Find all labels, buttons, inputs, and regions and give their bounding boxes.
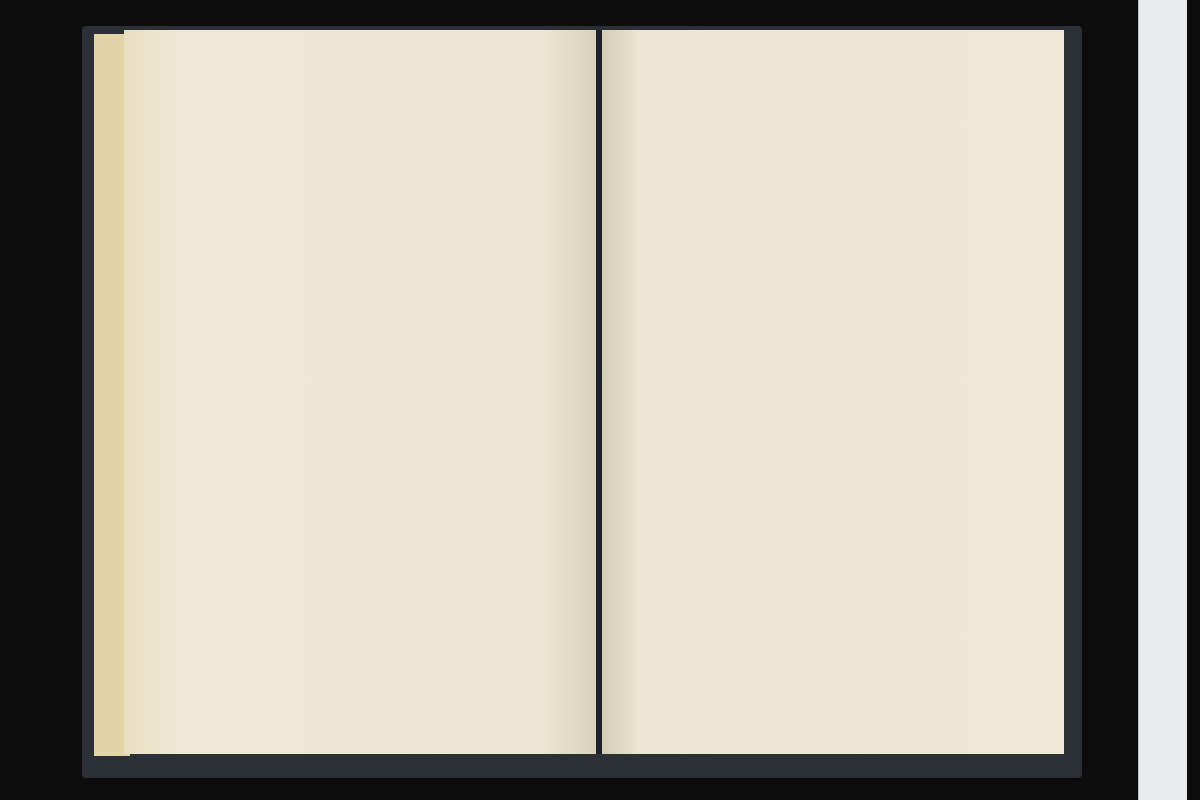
right-page (602, 30, 1064, 754)
left-page (124, 30, 598, 754)
measurement-ruler (1138, 0, 1187, 800)
